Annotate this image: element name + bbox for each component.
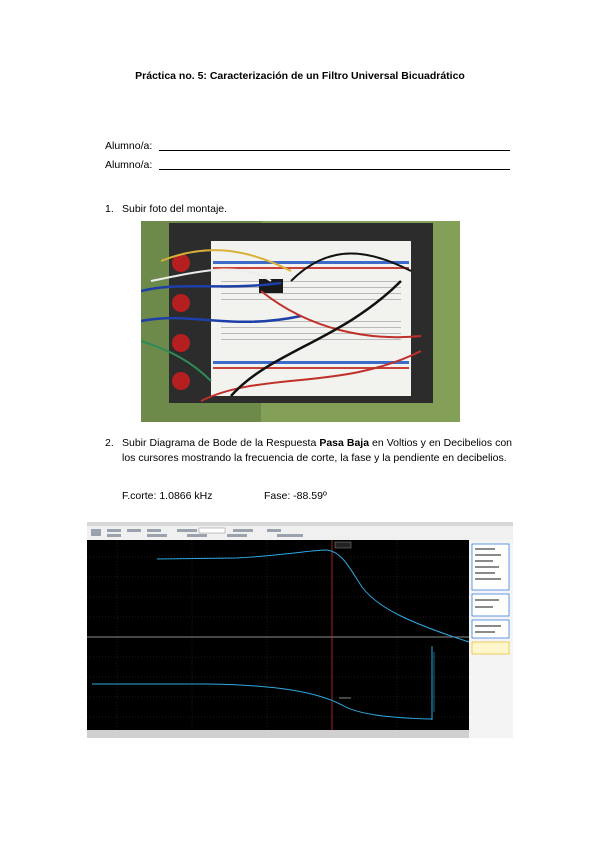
bode-screenshot bbox=[87, 522, 513, 738]
bode-screenshot-image bbox=[87, 522, 513, 738]
item-1-number: 1. bbox=[105, 203, 114, 215]
student-name-line-2[interactable] bbox=[159, 169, 510, 170]
item-1-text: Subir foto del montaje. bbox=[122, 203, 228, 215]
item-2-text bbox=[122, 436, 512, 466]
item-2-text-after: en Voltios y en Decibelios con los cursores mostrando la frecuencia de corte, la fase y la pendiente en decibelios. bbox=[122, 437, 512, 464]
item-2-number: 2. bbox=[105, 437, 114, 449]
fase-value: Fase: -88.59º bbox=[264, 490, 327, 502]
document-title: Práctica no. 5: Caracterización de un Filtro Universal Bicuadrático bbox=[135, 70, 465, 82]
student-label-2: Alumno/a: bbox=[105, 159, 153, 171]
assembly-photo bbox=[141, 221, 460, 422]
assembly-photo-image bbox=[141, 221, 460, 422]
student-label-1: Alumno/a: bbox=[105, 140, 153, 152]
item-2-text-bold: Pasa Baja bbox=[319, 437, 370, 449]
item-2-text-before: Subir Diagrama de Bode de la Respuesta bbox=[122, 437, 320, 449]
fcorte-value: F.corte: 1.0866 kHz bbox=[122, 490, 213, 502]
student-name-line-1[interactable] bbox=[159, 150, 510, 151]
